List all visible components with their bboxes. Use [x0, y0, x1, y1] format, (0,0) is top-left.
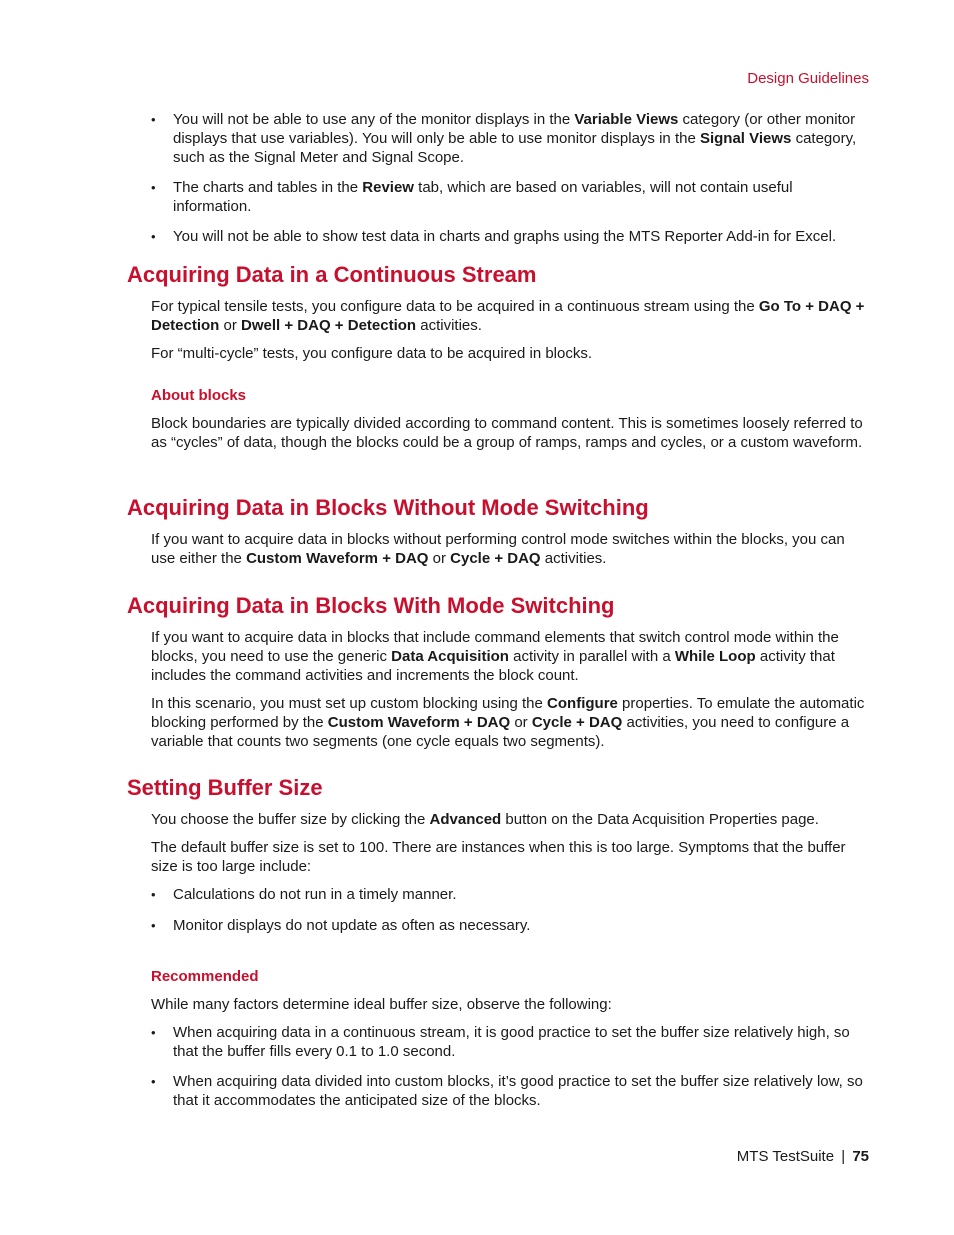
footer-separator: |: [841, 1148, 846, 1165]
recommended-bullet-list: [151, 1023, 871, 1110]
section-heading-continuous-stream: Acquiring Data in a Continuous Stream: [127, 262, 537, 287]
continuous-paragraph-1: For typical tensile tests, you configure data to be acquired in a continuous stream using the Go To + DAQ + Detection or Dwell + DAQ + Detection activities.: [151, 298, 865, 334]
subheading-about-blocks: About blocks: [151, 387, 247, 404]
running-header: Design Guidelines: [747, 70, 869, 87]
subheading-recommended: Recommended: [151, 968, 259, 985]
section-heading-without-mode-switching: Acquiring Data in Blocks Without Mode Switching: [127, 495, 649, 520]
list-item: • You will not be able to show test data in charts and graphs using the MTS Reporter Add-in for Excel.: [151, 227, 871, 246]
list-item: • The charts and tables in the Review tab, which are based on variables, will not contain useful information.: [151, 178, 871, 216]
list-item: • Calculations do not run in a timely manner.: [151, 885, 871, 904]
list-item: • You will not be able to use any of the monitor displays in the Variable Views category (or other monitor displays that use variables). You will only be able to use monitor displays in the Signal Views category, such as the Signal Meter and Signal Scope.: [151, 110, 871, 167]
section-heading-buffer-size: Setting Buffer Size: [127, 775, 323, 800]
list-item: • When acquiring data in a continuous stream, it is good practice to set the buffer size relatively high, so that the buffer fills every 0.1 to 1.0 second.: [151, 1023, 871, 1061]
buffer-paragraph-2: The default buffer size is set to 100. There are instances when this is too large. Symptoms that the buffer size is too large include:: [151, 839, 846, 875]
list-item: • Monitor displays do not update as often as necessary.: [151, 916, 871, 935]
continuous-paragraph-2: For “multi-cycle” tests, you configure data to be acquired in blocks.: [151, 345, 593, 362]
buffer-paragraph-1: You choose the buffer size by clicking the Advanced button on the Data Acquisition Properties page.: [151, 811, 819, 828]
with-mode-paragraph-1: If you want to acquire data in blocks that include command elements that switch control mode within the blocks, you need to use the generic Data Acquisition activity in parallel with a While Loop activity that includes the command activities and increments the block count.: [151, 629, 839, 684]
list-item: • When acquiring data divided into custom blocks, it’s good practice to set the buffer size relatively low, so that it accommodates the anticipated size of the blocks.: [151, 1072, 871, 1110]
page-footer: [737, 1148, 869, 1165]
about-blocks-paragraph: Block boundaries are typically divided according to command content. This is sometimes loosely referred to as “cycles” of data, though the blocks could be a group of ramps, ramps and cycles, or a custom waveform.: [151, 415, 863, 451]
recommended-intro: While many factors determine ideal buffer size, observe the following:: [151, 996, 612, 1013]
section-heading-with-mode-switching: Acquiring Data in Blocks With Mode Switching: [127, 593, 615, 618]
without-mode-paragraph: If you want to acquire data in blocks without performing control mode switches within the blocks, you can use either the Custom Waveform + DAQ or Cycle + DAQ activities.: [151, 531, 845, 567]
footer-product: MTS TestSuite: [736, 1148, 835, 1165]
page-number: 75: [852, 1148, 869, 1165]
intro-bullet-list: [151, 110, 871, 246]
symptom-bullet-list: [151, 885, 871, 935]
with-mode-paragraph-2: In this scenario, you must set up custom blocking using the Configure properties. To emulate the automatic blocking performed by the Custom Waveform + DAQ or Cycle + DAQ activities, you need to configure a variable that counts two segments (one cycle equals two segments).: [151, 695, 865, 750]
